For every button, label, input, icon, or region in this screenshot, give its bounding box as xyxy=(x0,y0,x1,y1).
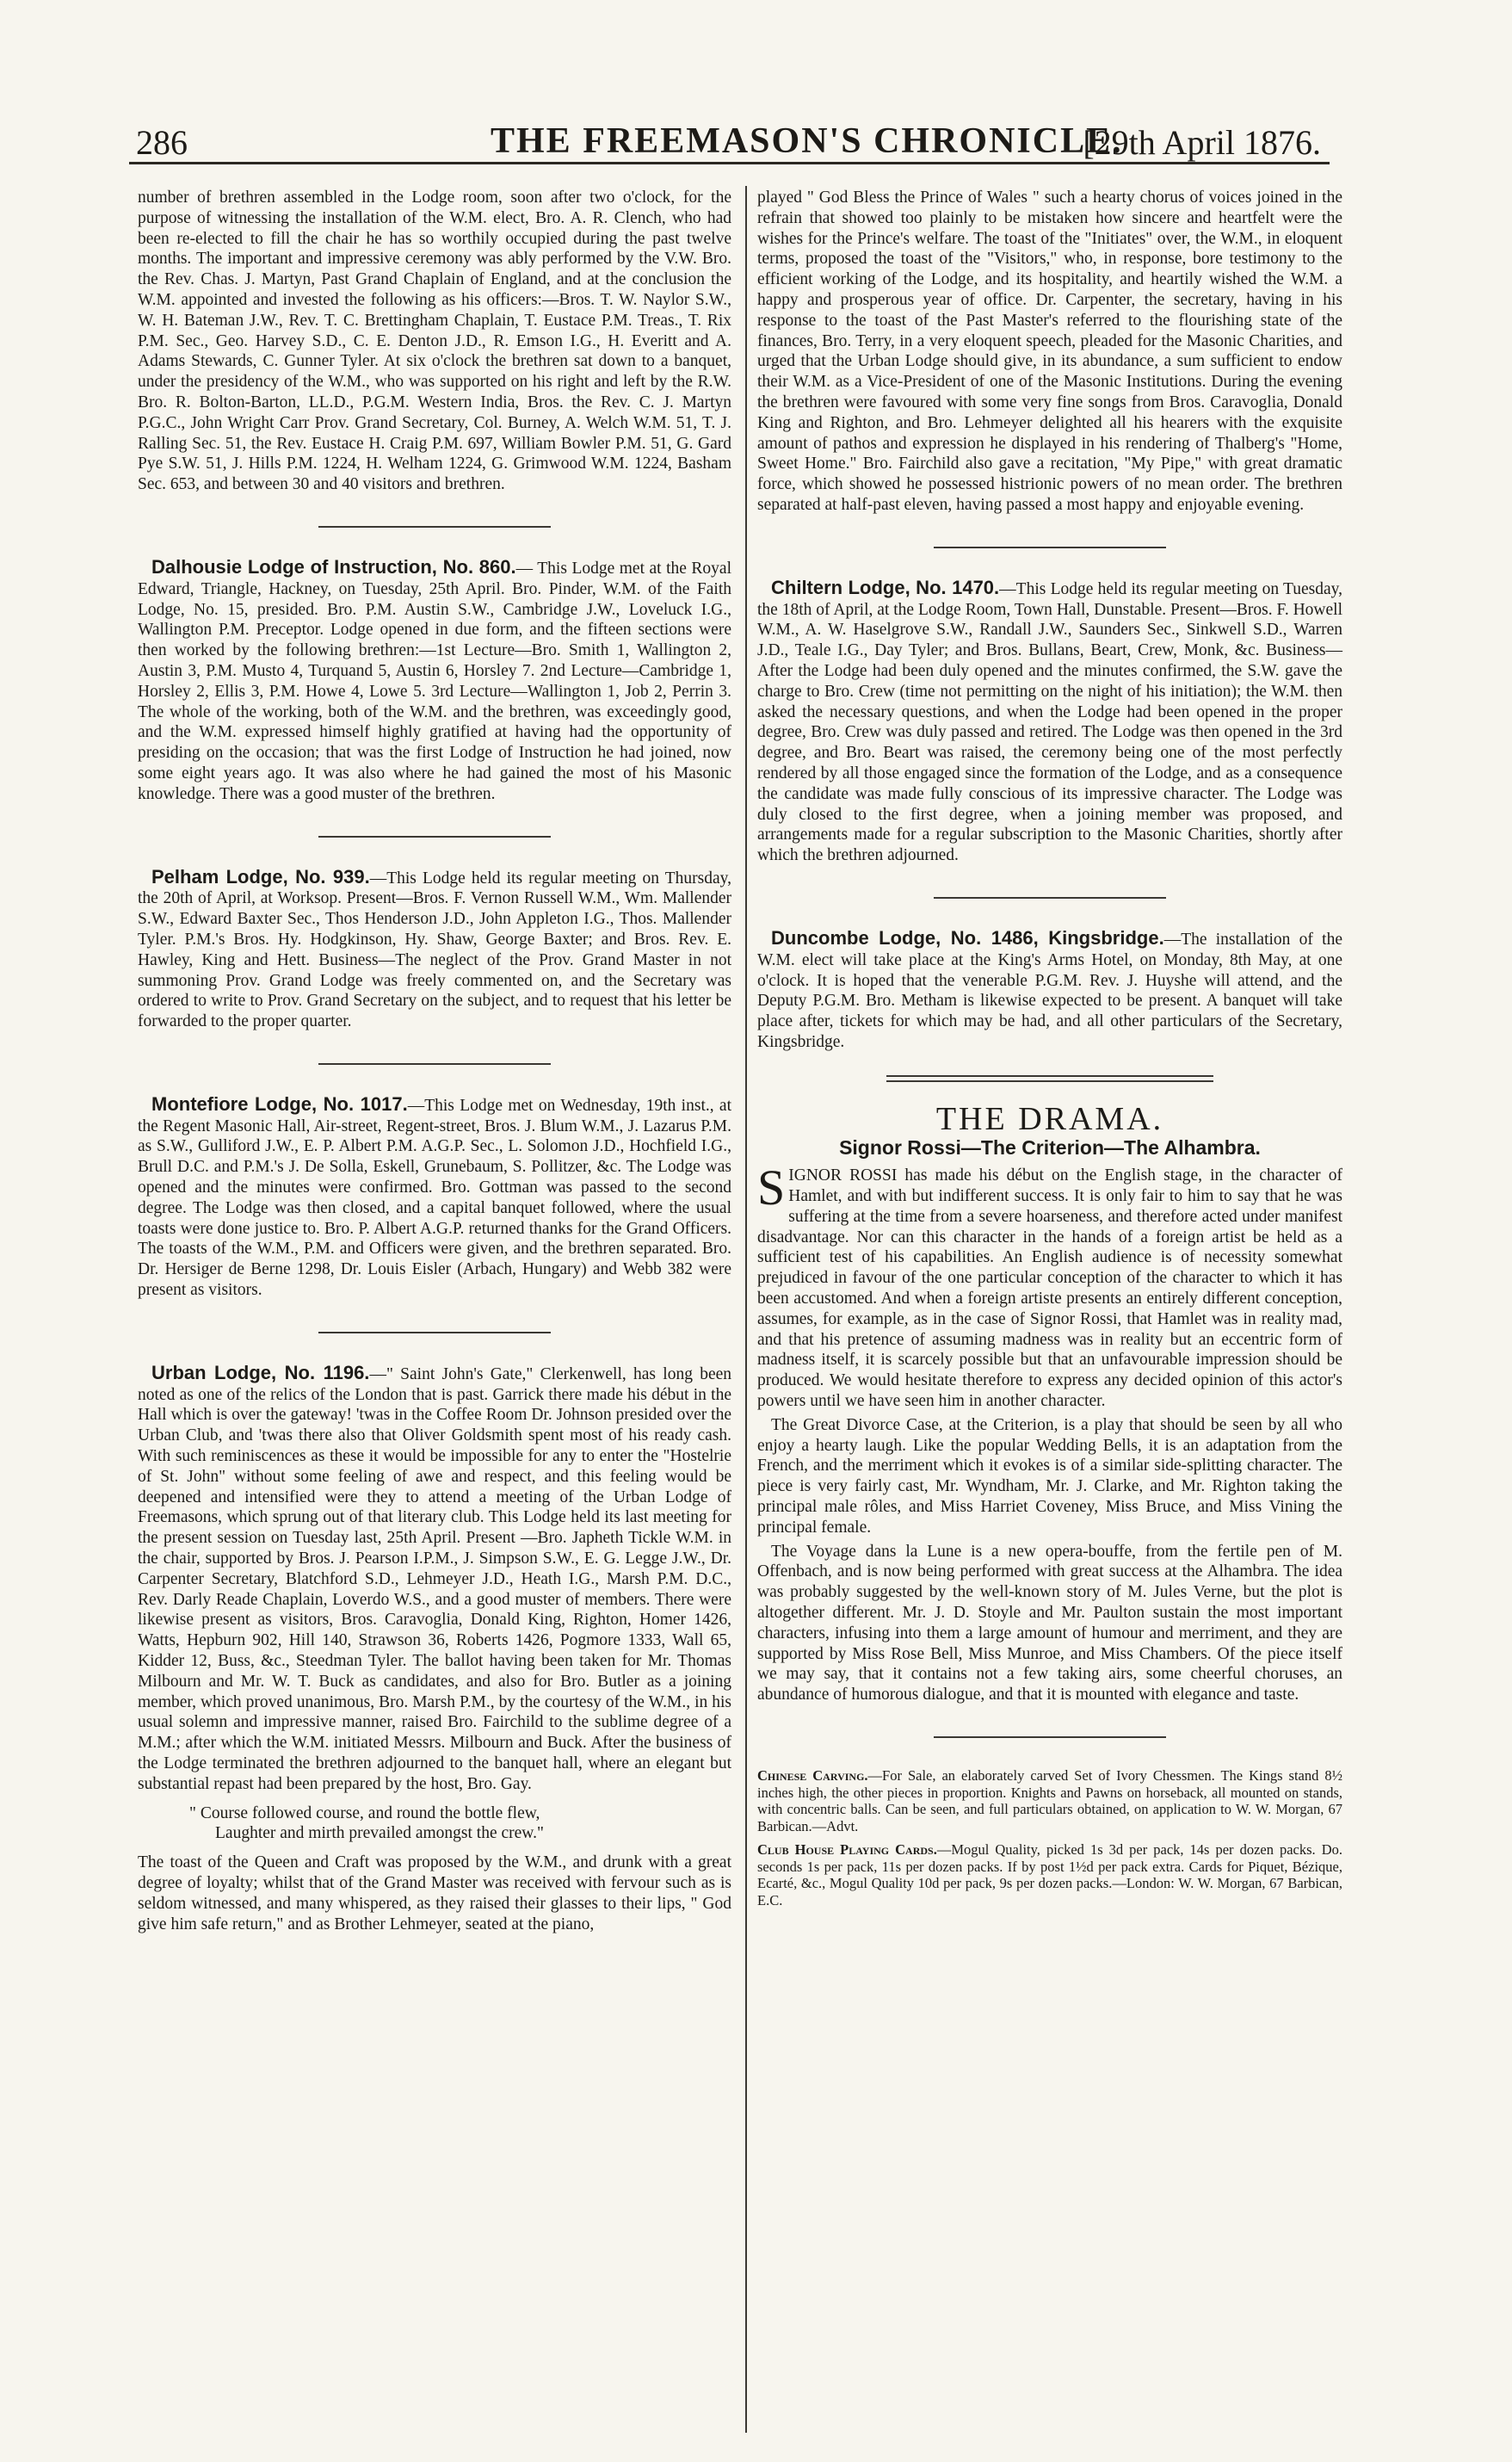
article-continued-left xyxy=(138,188,731,495)
issue-date: [29th April 1876. xyxy=(1083,123,1321,162)
advertisement-lead: Club House Playing Cards. xyxy=(757,1841,937,1858)
article-paragraph: — This Lodge met at the Royal Edward, Triangle, Hackney, on Tuesday, 25th April. Bro. Pinder, W.M. of the Faith Lodge, No. 15, presided. Bro. P.M. Austin S.W., Cambridge J.W., Loveluck I.G., Wallington P.M. Preceptor. Lodge opened in due form, and the fifteen sections were then worked by the following brethren:—1st Lecture—Bro. Smith 1, Wallington 2, Austin 3, P.M. Musto 4, Turquand 5, Austin 6, Horsley 7. 2nd Lecture—Cambridge 1, Horsley 2, Ellis 3, P.M. Howe 4, Lowe 5. 3rd Lecture—Wallington 1, Job 2, Perrin 3. The whole of the working, both of the W.M. and the brethren, was exceedingly good, and the W.M. expressed himself highly gratified at having had the opportunity of presiding on the occasion; that was the first Lodge of Instruction he had joined, now some eight years ago. It was also where he had gained the most of his Masonic knowledge. There was a good muster of the brethren. xyxy=(138,559,731,803)
section-rule xyxy=(318,1332,551,1333)
column-divider xyxy=(745,186,747,2433)
article-title: Dalhousie Lodge of Instruction, No. 860. xyxy=(151,555,516,578)
advertisements xyxy=(757,1767,1342,1908)
article-paragraph: —This Lodge held its regular meeting on Tuesday, the 18th of April, at the Lodge Room, Town Hall, Dunstable. Present—Bros. F. Howell W.M., A. W. Haselgrove S.W., Randall J.W., Saunders Sec., Sinkwell S.D., Warren J.D., Teale I.G., Day Tyler; and Bros. Bullans, Beart, Crew, Monk, &c. Business—After the Lodge had been duly opened and the minutes confirmed, the S.W. gave the charge to Bro. Crew (time not permitting on the night of his initiation); the W.M. then asked the necessary questions, and when the Lodge had been opened in the proper degree, Bro. Crew was duly passed and retired. The Lodge was then opened in the 3rd degree, and Bro. Beart was raised, the ceremony being one of the most perfectly rendered by all those engaged since the formation of the Lodge, and as a consequence the candidate was made fully conscious of its impressive character. The Lodge was duly closed to the first degree, when a joining member was proposed, and arrangements made for a regular subscription to the Masonic Charities, shortly after which the brethren adjourned. xyxy=(757,579,1343,865)
section-rule xyxy=(318,1063,551,1065)
drama-subheading: Signor Rossi—The Criterion—The Alhambra. xyxy=(839,1136,1261,1160)
advertisement-text: —Mogul Quality, picked 1s 3d per pack, 14s per dozen packs. Do. seconds 1s per pack, 11s per dozen packs. If by post 1½d per pack extra. Cards for Piquet, Bézique, Ecarté, &c., Mogul Quality 10d per pack, 9s per dozen packs.—London: W. W. Morgan, 67 Barbican, E.C. xyxy=(757,1841,1342,1908)
advertisement-text: —For Sale, an elaborately carved Set of Ivory Chessmen. The Kings stand 8½ inches high, the other pieces in proportion. Knights and Pawns on horseback, all mounted on stands, with concentric balls. Can be seen, and full particulars obtained, on application to W. W. Morgan, 67 Barbican.—Advt. xyxy=(757,1767,1342,1834)
article-chiltern-lodge xyxy=(757,578,1342,866)
article-paragraph: played " God Bless the Prince of Wales " such a hearty chorus of voices joined in the refrain that showed too plainly to be mistaken how sincere and heartfelt were the wishes for the Prince's welfare. The toast of the "Initiates" over, the W.M., in eloquent terms, proposed the toast of the "Visitors," who, in response, bore testimony to the efficient working of the Lodge, and its hospitality, and heartily wished the W.M. a happy and prosperous year of office. Dr. Carpenter, the secretary, having in his response to the toast of the Past Master's referred to the flourishing state of the finances, Bro. Terry, in a very eloquent speech, pleaded for the Masonic Charities, and urged that the Urban Lodge should give, in its abundance, a sum sufficient to endow their W.M. as a Vice-President of one of the Masonic Institutions. During the evening the brethren were favoured with some very fine songs from Bros. Caravoglia, Donald King and Righton, and Bro. Lehmeyer delighted all his hearers with the exquisite amount of pathos and expression he displayed in his rendering of Thalberg's "Home, Sweet Home." Bro. Fairchild also gave a recitation, "My Pipe," with great dramatic force, which showed he possessed histrionic powers of no mean order. The brethren separated at half-past eleven, having passed a most happy and enjoyable evening. xyxy=(757,189,1342,514)
article-paragraph: IGNOR ROSSI has made his début on the English stage, in the character of Hamlet, and with but indifferent success. It is only fair to him to say that he was suffering at the time from a severe hoarseness, and therefore acted under manifest disadvantage. Nor can this character in the hands of a foreign artist be held as a sufficient test of his capabilities. An English audience is of necessity somewhat prejudiced in favour of the one particular conception of the character to which it has been accustomed. And when a foreign artiste presents an entirely different conception, assumes, for example, as in the case of Signor Rossi, that Hamlet was in reality mad, and that his pretence of assuming madness was in reality but an eccentric form of madness itself, it is scarcely possible but that an unfavourable impression should be produced. We would hesitate therefore to express any decided opinion of this actor's powers until we have seen him in another character. xyxy=(757,1166,1342,1411)
article-title: Duncombe Lodge, No. 1486, Kingsbridge. xyxy=(771,926,1164,949)
article-title: Pelham Lodge, No. 939. xyxy=(151,865,370,888)
masthead xyxy=(129,119,1330,164)
article-duncombe-lodge xyxy=(757,928,1342,1053)
page-number: 286 xyxy=(136,123,188,162)
article-continued-right xyxy=(757,188,1342,516)
article-title: Montefiore Lodge, No. 1017. xyxy=(151,1092,408,1115)
publication-title: THE FREEMASON'S CHRONICLE. xyxy=(491,121,1123,161)
article-paragraph: —This Lodge met on Wednesday, 19th inst., at the Regent Masonic Hall, Air-street, Regent-street, Bros. J. Blum W.M., J. Lazarus P.M. as S.W., Gulliford J.W., E. P. Albert P.M. A.G.P. Sec., L. Solomon J.D., Hochfield I.G., Brull D.C. and P.M.'s J. De Solla, Eskell, Grunebaum, S. Pollitzer, &c. The Lodge was opened and the minutes were confirmed. Bro. Gottman was passed to the second degree. The Lodge was then closed, and a capital banquet followed, where the usual toasts were done justice to. Bro. P. Albert A.G.P. returned thanks for the Grand Officers. The toasts of the W.M., P.M. and Officers were given, and the brethren separated. Bro. Dr. Hersiger de Berne 1298, Dr. Louis Eisler (Arbach, Hungary) and Webb 382 were present as visitors. xyxy=(138,1096,732,1300)
article-title: Chiltern Lodge, No. 1470. xyxy=(771,576,1000,598)
drama-heading: THE DRAMA. xyxy=(935,1100,1164,1137)
section-rule xyxy=(318,526,551,528)
verse-line: Laughter and mirth prevailed amongst the crew." xyxy=(215,1824,544,1843)
drop-cap: S xyxy=(757,1160,786,1216)
left-column xyxy=(138,188,731,1938)
article-title: Urban Lodge, No. 1196. xyxy=(151,1361,370,1383)
section-rule xyxy=(934,897,1166,899)
article-paragraph: —" Saint John's Gate," Clerkenwell, has long been noted as one of the relics of the London that is past. Garrick there made his début in the Hall which is over the gateway! 'twas in the Coffee Room Dr. Johnson presided over the Urban Club, and 'twas there also that Oliver Goldsmith spent most of his ready cash. With such reminiscences as these it would be impossible for any to enter the "Hostelrie of St. John" without some feeling of awe and respect, and this feeling would be deepened and intensified were they to attend a meeting of the Urban Lodge of Freemasons, which sprung out of that literary club. This Lodge held its last meeting for the present session on Tuesday last, 25th April. Present —Bro. Japheth Tickle W.M. in the chair, supported by Bros. J. Pearson I.P.M., J. Simpson S.W., E. G. Legge J.W., Dr. Carpenter Secretary, Blatchford S.D., Lehmeyer J.D., Heath I.G., Marsh P.M. D.C., Rev. Darly Reade Chaplain, Loverdo W.S., and a good muster of members. There were likewise present as visitors, Bros. Caravoglia, Donald King, Righton, Homer 1426, Watts, Hepburn 902, Hill 140, Strawson 36, Roberts 1426, Pogmore 1333, Wall 65, Kidder 12, Buss, &c., Steedman Tyler. The ballot having been taken for Mr. Thomas Milbourn and Mr. W. T. Buck as candidates, and also for Bro. Butler as a joining member, which proved unanimous, Bro. Marsh P.M., by the courtesy of the W.M., in his usual solemn and impressive manner, raised Bro. Fairchild to the sublime degree of a M.M.; after which the W.M. initiated Messrs. Milbourn and Buck. After the business of the Lodge terminated the brethren adjourned to the banquet hall, where an elegant but substantial repast had been prepared by the host, Bro. Gay. xyxy=(138,1364,732,1793)
article-paragraph: The toast of the Queen and Craft was proposed by the W.M., and drunk with a great degree of loyalty; whilst that of the Grand Master was received with fervour such as is seldom witnessed, and many whispered, as they raised their glasses to their lips, " God give him safe return," and as Brother Lehmeyer, seated at the piano, xyxy=(138,1853,731,1933)
article-paragraph: —The installation of the W.M. elect will take place at the King's Arms Hotel, on Monday, 8th May, at one o'clock. It is hoped that the venerable P.G.M. Rev. J. Huyshe will attend, and the Deputy P.G.M. Bro. Metham is likewise expected to be present. A banquet will take place after, tickets for which may be had, and all other particulars of the Secretary, Kingsbridge. xyxy=(757,930,1342,1051)
article-dalhousie-lodge xyxy=(138,557,731,805)
verse-line: " Course followed course, and round the bottle flew, xyxy=(189,1803,540,1822)
article-urban-lodge xyxy=(138,1363,731,1935)
advertisement-lead: Chinese Carving. xyxy=(757,1767,868,1784)
section-rule xyxy=(934,547,1166,548)
article-paragraph: —This Lodge held its regular meeting on Thursday, the 20th of April, at Worksop. Present—Bros. F. Vernon Russell W.M., Wm. Mallender S.W., Edward Baxter Sec., Thos Henderson J.D., John Appleton I.G., Thos. Mallender Tyler. P.M.'s Bros. Hy. Hodgkinson, Hy. Shaw, George Baxter; and Bros. Rev. E. Hawley, King and Hett. Business—The neglect of the Prov. Grand Master in not summoning Prov. Grand Lodge was freely commented on, and the Secretary was ordered to write to Prov. Grand Secretary on the subject, and to request that his letter be forwarded to the proper quarter. xyxy=(138,869,731,1031)
article-paragraph: number of brethren assembled in the Lodge room, soon after two o'clock, for the purpose of witnessing the installation of the W.M. elect, Bro. A. R. Clench, who had been re-elected to fill the chair he has so worthily occupied during the past twelve months. The important and impressive ceremony was ably performed by the V.W. Bro. the Rev. Chas. J. Martyn, Past Grand Chaplain of England, and at the conclusion the W.M. appointed and invested the following as his officers:—Bros. T. W. Naylor S.W., W. H. Bateman J.W., Rev. T. C. Brettingham Chaplain, T. Eustace P.M. Treas., T. Rix P.M. Sec., Geo. Harvey S.D., C. E. Denton J.D., R. Emson I.G., H. Everitt and A. Adams Stewards, C. Gunner Tyler. At six o'clock the brethren sat down to a banquet, under the presidency of the W.M., who was supported on his right and left by the R.W. Bro. R. Bolton-Barton, LL.D., P.G.M. Western India, Bros. the Rev. C. J. Martyn P.G.C., John Wright Carr Prov. Grand Secretary, Col. Burney, A. Welch W.M. 51, T. J. Ralling Sec. 51, the Rev. Eustace H. Craig P.M. 697, William Bowler P.M. 51, G. Gard Pye S.W. 51, J. Hills P.M. 1224, H. Welham 1224, G. Grimwood W.M. 1224, Basham Sec. 653, and between 30 and 40 visitors and brethren. xyxy=(138,189,731,494)
drama-section xyxy=(757,1100,1342,1705)
verse-quote xyxy=(189,1803,731,1845)
article-paragraph: The Great Divorce Case, at the Criterion, is a play that should be seen by all who enjoy a hearty laugh. Like the popular Wedding Bells, it is an adaptation from the French, and the merriment which it evokes is of a similar side-splitting character. The piece is very fairly cast, Mr. Wyndham, Mr. J. Clarke, and Mr. Righton taking the principal male rôles, and Miss Harriet Coveney, Miss Bruce, and Miss Vining the principal female. xyxy=(757,1415,1342,1537)
double-rule xyxy=(886,1075,1213,1077)
right-column xyxy=(757,188,1342,1915)
section-rule xyxy=(318,836,551,838)
section-rule xyxy=(934,1736,1166,1738)
article-pelham-lodge xyxy=(138,867,731,1032)
article-montefiore-lodge xyxy=(138,1094,731,1301)
article-paragraph: The Voyage dans la Lune is a new opera-bouffe, from the fertile pen of M. Offenbach, and is now being performed with great success at the Alhambra. The idea was probably suggested by the well-known story of M. Jules Verne, but the plot is altogether different. Mr. J. D. Stoyle and Mr. Paulton sustain the most important characters, infusing into them a large amount of humour and merriment, and they are supported by Miss Rose Bell, Miss Munroe, and Miss Chambers. Of the piece itself we may say, that it contains not a few taking airs, some cheerful choruses, an abundance of humorous dialogue, and that it is mounted with elegance and taste. xyxy=(757,1542,1342,1704)
